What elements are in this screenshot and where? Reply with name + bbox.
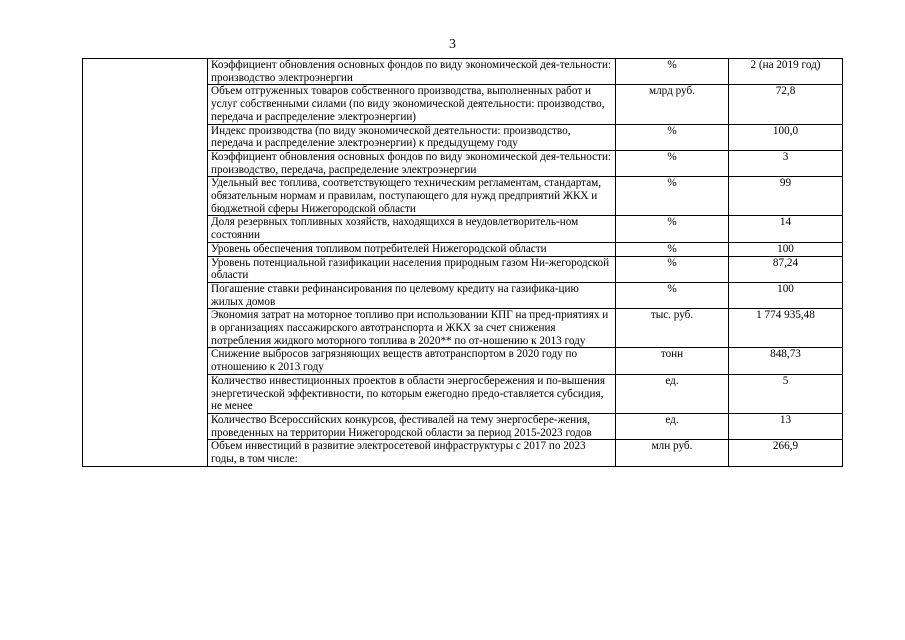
indicator-unit: % <box>616 124 729 150</box>
indicators-table-body <box>83 59 843 467</box>
indicator-description: Удельный вес топлива, соответствующего техническим регламентам, стандартам, обязательным нормам и правилам, поступающего для нужд предприятий ЖКХ и бюджетной сферы Нижегородской области <box>208 177 616 216</box>
indicator-description: Коэффициент обновления основных фондов по виду экономической дея-тельности: производство электроэнергии <box>208 59 616 85</box>
indicator-description: Индекс производства (по виду экономической деятельности: производство, передача и распределение электроэнергии) к предыдущему году <box>208 124 616 150</box>
indicators-table <box>82 58 843 467</box>
indicator-value: 100 <box>729 242 843 256</box>
indicator-description: Объем инвестиций в развитие электросетевой инфраструктуры с 2017 по 2023 годы, в том числе: <box>208 440 616 466</box>
indicator-value: 3 <box>729 150 843 176</box>
empty-cell <box>83 59 208 467</box>
indicator-value: 72,8 <box>729 85 843 124</box>
indicator-value: 1 774 935,48 <box>729 309 843 348</box>
indicator-description: Количество Всероссийских конкурсов, фестивалей на тему энергосбере-жения, проведенных на территории Нижегородской области за период 2015-2023 годов <box>208 413 616 439</box>
indicator-unit: % <box>616 59 729 85</box>
page-number: 3 <box>449 37 456 52</box>
indicator-unit: млн руб. <box>616 440 729 466</box>
indicator-value: 99 <box>729 177 843 216</box>
indicator-unit: % <box>616 150 729 176</box>
indicator-unit: млрд руб. <box>616 85 729 124</box>
indicator-unit: % <box>616 256 729 282</box>
indicator-unit: % <box>616 242 729 256</box>
indicator-unit: тонн <box>616 348 729 374</box>
indicator-description: Уровень обеспечения топливом потребителей Нижегородской области <box>208 242 616 256</box>
indicator-description: Коэффициент обновления основных фондов по виду экономической дея-тельности: производство, передача, распределение электроэнергии <box>208 150 616 176</box>
indicator-value: 87,24 <box>729 256 843 282</box>
indicator-description: Количество инвестиционных проектов в области энергосбережения и по-вышения энергетической эффективности, по которым ежегодно предо-ставляется субсидия, не менее <box>208 374 616 413</box>
indicator-unit: тыс. руб. <box>616 309 729 348</box>
indicator-description: Погашение ставки рефинансирования по целевому кредиту на газифика-цию жилых домов <box>208 282 616 308</box>
indicator-unit: ед. <box>616 413 729 439</box>
indicator-description: Уровень потенциальной газификации населения природным газом Ни-жегородской области <box>208 256 616 282</box>
indicator-value: 5 <box>729 374 843 413</box>
indicator-value: 100,0 <box>729 124 843 150</box>
indicator-description: Объем отгруженных товаров собственного производства, выполненных работ и услуг собственными силами (по виду экономической деятельности: производство, передача и распределение электроэнергии) <box>208 85 616 124</box>
indicator-unit: % <box>616 177 729 216</box>
indicator-value: 848,73 <box>729 348 843 374</box>
indicator-unit: ед. <box>616 374 729 413</box>
indicator-value: 100 <box>729 282 843 308</box>
indicator-description: Экономия затрат на моторное топливо при использовании КПГ на пред-приятиях и в организациях пассажирского автотранспорта и ЖКХ за счет снижения потребления жидкого моторного топлива в 2020** по от-ношению к 2013 году <box>208 309 616 348</box>
indicator-description: Снижение выбросов загрязняющих веществ автотранспортом в 2020 году по отношению к 2013 году <box>208 348 616 374</box>
indicator-value: 13 <box>729 413 843 439</box>
indicator-description: Доля резервных топливных хозяйств, находящихся в неудовлетворитель-ном состоянии <box>208 216 616 242</box>
indicator-unit: % <box>616 282 729 308</box>
indicator-unit: % <box>616 216 729 242</box>
table-row <box>83 59 843 85</box>
indicator-value: 2 (на 2019 год) <box>729 59 843 85</box>
indicator-value: 14 <box>729 216 843 242</box>
indicator-value: 266,9 <box>729 440 843 466</box>
